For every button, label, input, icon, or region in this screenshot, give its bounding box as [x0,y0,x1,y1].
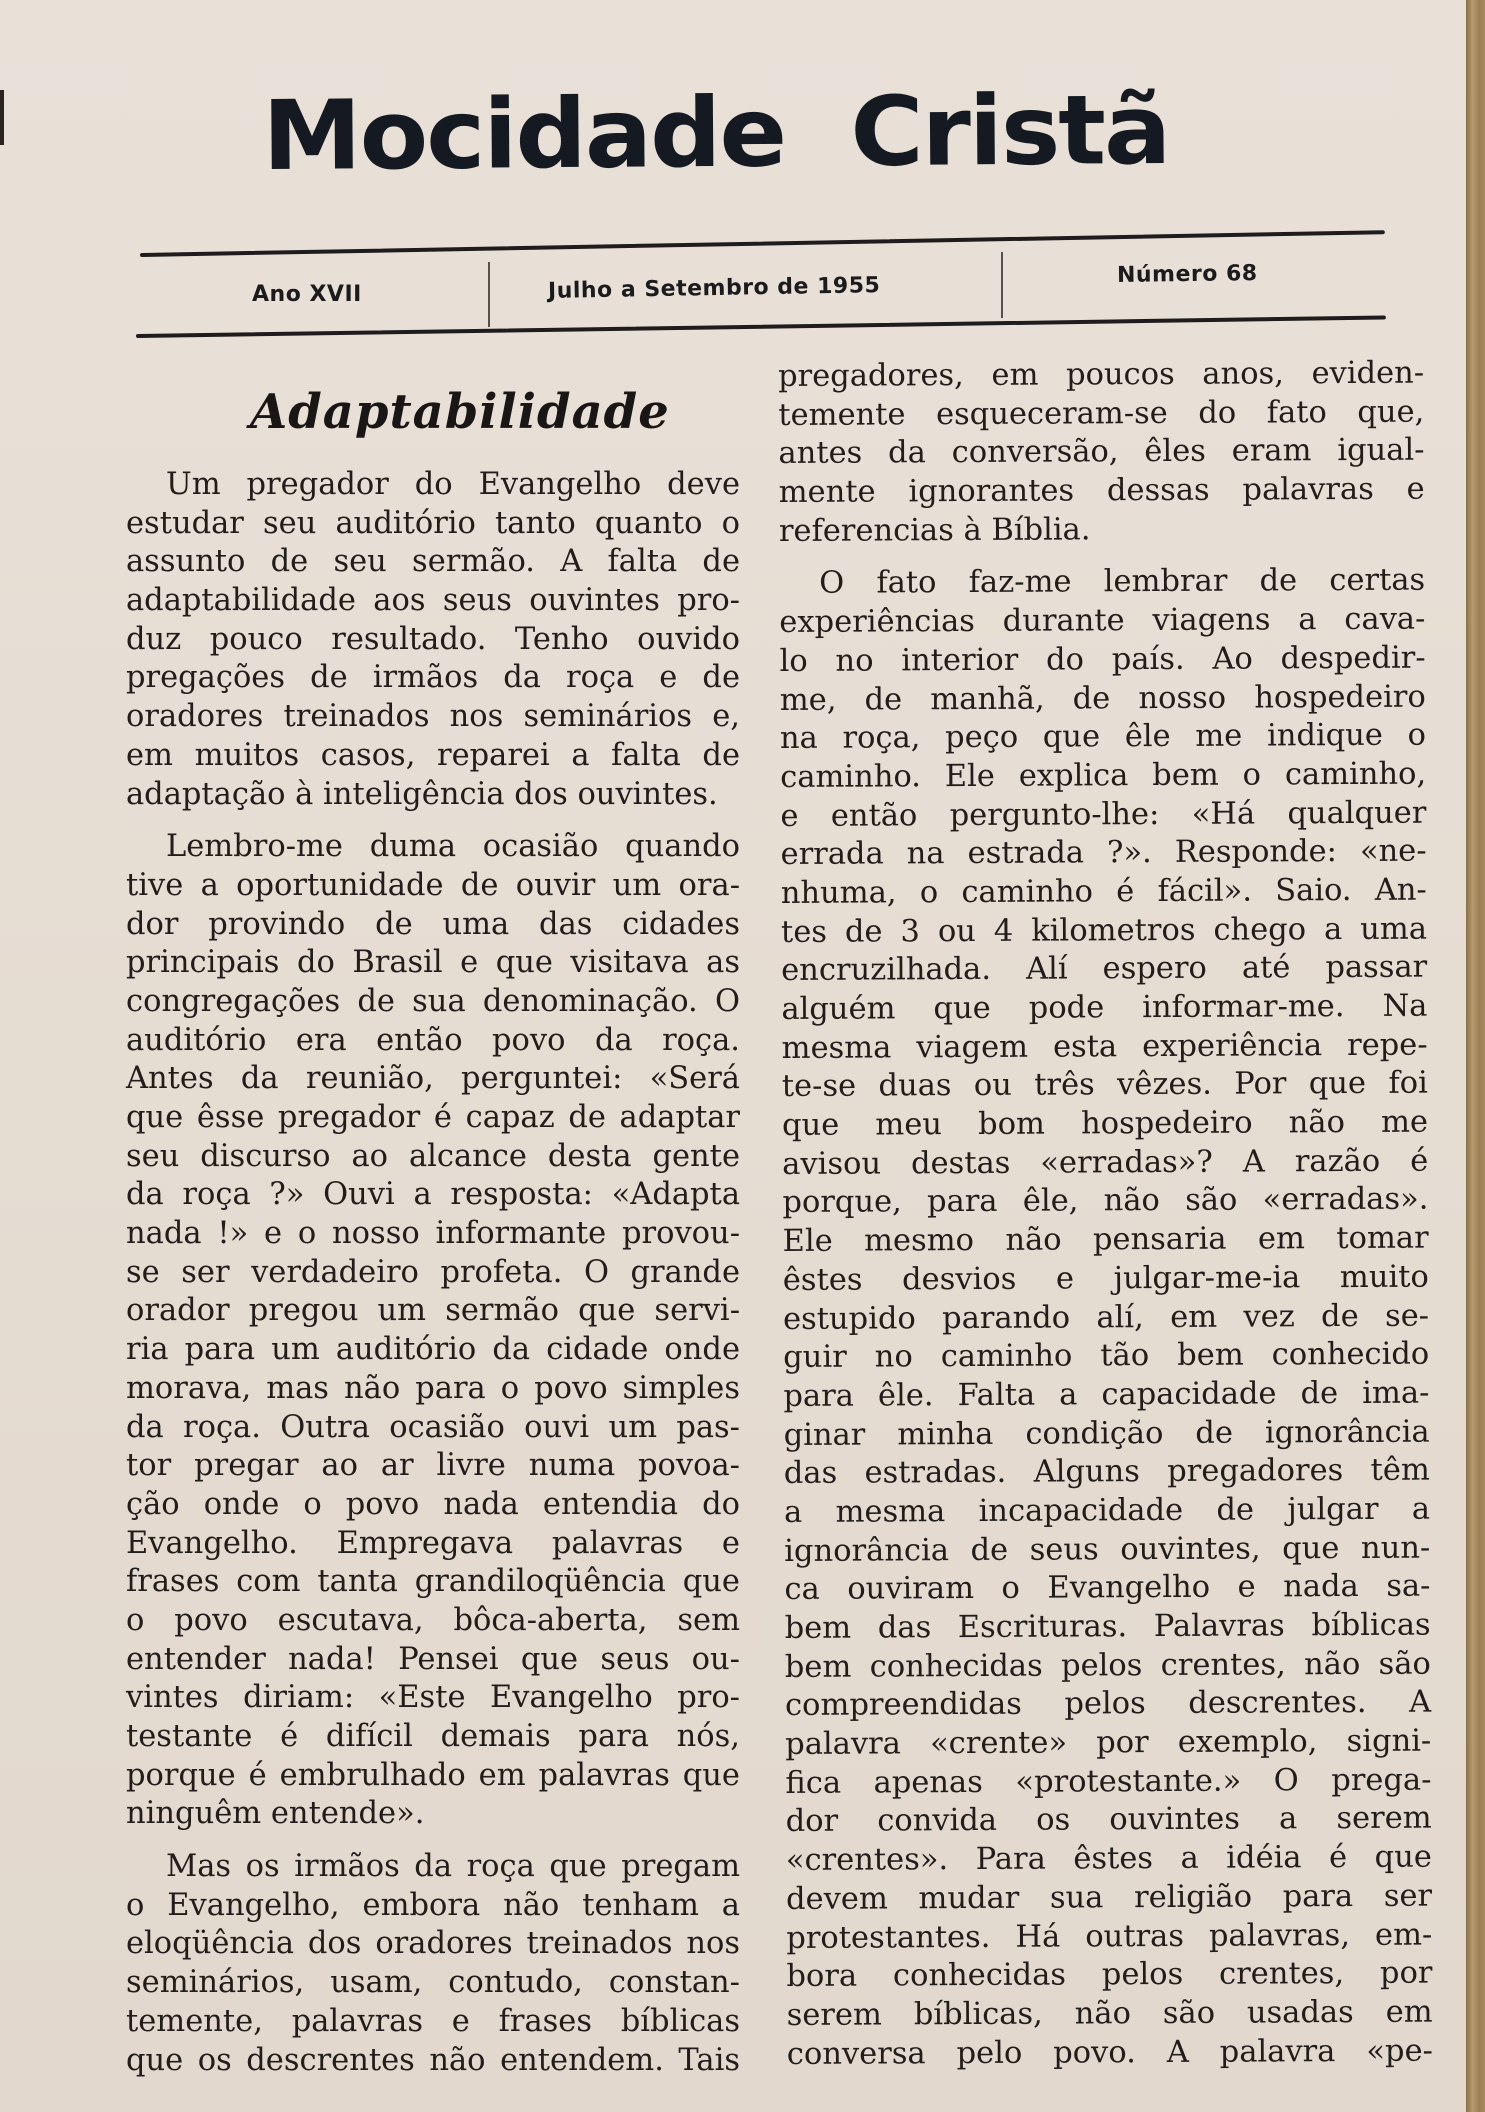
text-line: Um pregador do Evangelho deve [166,467,740,502]
text-line: bem das Escrituras. Palavras bíblicas [784,1607,1431,1646]
text-line: referencias à Bíblia. [778,512,1091,549]
text-line: adaptação à inteligência dos ouvintes. [126,776,718,812]
masthead-divider [1001,252,1003,318]
text-line: ignorância de seus ouvintes, que nun- [784,1530,1431,1569]
text-line: da roça. Outra ocasião ouvi um pas- [126,1409,740,1445]
text-line: pregadores, em poucos anos, eviden- [778,355,1425,394]
text-line: me, de manhã, de nosso hospedeiro [779,679,1426,718]
text-line: te-se duas ou três vêzes. Por que foi [781,1065,1428,1105]
text-line: eloqüência dos oradores treinados nos [126,1926,740,1962]
text-line: seu discurso ao alcance desta gente [126,1138,740,1174]
page-edge [1466,0,1485,2112]
text-line: da roça ?» Ouvi a resposta: «Adapta [126,1177,740,1213]
text-line: dor convida os ouvintes a serem [785,1801,1432,1840]
article-title: Adaptabilidade [250,384,670,440]
masthead-divider [488,262,490,327]
text-line: estupido parando alí, em vez de se- [782,1298,1430,1337]
text-line: Lembro-me duma ocasião quando [166,829,740,865]
text-line: das estradas. Alguns pregadores têm [783,1452,1430,1492]
text-line: tive a oportunidade de ouvir um ora- [126,867,740,903]
text-line: o povo escutava, bôca-aberta, sem [126,1602,740,1638]
text-line: conversa pelo povo. A palavra «pe- [786,2033,1433,2072]
text-line: caminho. Ele explica bem o caminho, [780,756,1427,795]
binding-mark [0,90,4,145]
text-line: auditório era então povo da roça. [126,1022,740,1058]
text-line: que os descrentes não entendem. Tais [126,2042,740,2078]
text-line: o Evangelho, embora não tenham a [126,1887,740,1923]
text-line: errada na estrada ?». Responde: «ne- [780,833,1427,873]
text-line: nhuma, o caminho é fácil». Saio. An- [780,872,1427,911]
text-line: Antes da reunião, perguntei: «Será [126,1061,740,1097]
text-line: avisou destas «erradas»? A razão é [782,1143,1429,1182]
text-line: seminários, usam, contudo, constan- [126,1965,740,2001]
text-line: congregações de sua denominação. O [126,983,740,1019]
publication-title: Mocidade Cristã [261,73,1170,192]
text-line: em muitos casos, reparei a falta de [126,737,740,773]
text-line: Evangelho. Empregava palavras e [126,1525,740,1561]
text-line: duz pouco resultado. Tenho ouvido [126,621,740,657]
text-line: estudar seu auditório tanto quanto o [126,505,740,541]
text-line: «crentes». Para êstes a idéia é que [785,1839,1432,1879]
text-line: porque, para êle, não são «erradas». [782,1182,1429,1221]
text-line: oradores treinados nos seminários e, [126,699,740,735]
text-line: mesma viagem esta experiência repe- [781,1027,1428,1066]
text-line: encruzilhada. Alí espero até passar [781,949,1428,989]
text-line: O fato faz-me lembrar de certas [819,563,1426,602]
text-line: frases com tanta grandiloqüência que [126,1564,740,1600]
text-line: pregações de irmãos da roça e de [126,660,740,696]
text-line: fica apenas «protestante.» O prega- [785,1762,1432,1801]
text-line: tes de 3 ou 4 kilometros chego a uma [780,911,1428,950]
text-line: êstes desvios e julgar-me-ia muito [782,1259,1429,1298]
text-line: alguém que pode informar-me. Na [781,988,1428,1027]
text-line: palavra «crente» por exemplo, signi- [785,1723,1432,1763]
text-line: bora conhecidas pelos crentes, por [786,1955,1433,1995]
text-line: que êsse pregador é capaz de adaptar [126,1100,740,1135]
issue-number: Número 68 [1116,261,1258,288]
text-line: porque é embrulhado em palavras que [126,1757,740,1793]
text-line: bem conhecidas pelos crentes, não são [784,1646,1431,1685]
text-line: tor pregar ao ar livre numa povoa- [126,1448,740,1484]
text-line: serem bíblicas, não são usadas em [786,1994,1433,2033]
text-line: devem mudar sua religião para ser [785,1878,1433,1917]
text-line: antes da conversão, êles eram igual- [778,432,1425,472]
text-line: para êle. Falta a capacidade de ima- [783,1375,1430,1414]
volume-year: Ano XVII [252,282,362,307]
text-line: temente, palavras e frases bíblicas [126,2003,740,2039]
text-line: dor provindo de uma das cidades [126,906,740,942]
text-line: experiências durante viagens a cava- [779,601,1426,641]
text-line: adaptabilidade aos seus ouvintes pro- [126,583,740,619]
text-line: morava, mas não para o povo simples [126,1370,740,1406]
text-line: temente esqueceram-se do fato que, [778,394,1425,433]
text-line: Ele mesmo não pensaria em tomar [782,1220,1429,1260]
paragraph-break [126,814,740,828]
article-column-right [778,355,1433,2075]
text-line: entender nada! Pensei que seus ou- [126,1641,740,1677]
text-line: a mesma incapacidade de julgar a [783,1491,1431,1530]
text-line: principais do Brasil e que visitava as [126,945,740,981]
text-line: guir no caminho tão bem conhecido [783,1336,1430,1376]
text-line: se ser verdadeiro profeta. O grande [126,1254,740,1290]
text-line: assunto de seu sermão. A falta de [126,544,740,580]
issue-date: Julho a Setembro de 1955 [547,273,881,304]
text-line: protestantes. Há outras palavras, em- [786,1917,1433,1956]
text-line: ninguêm entende». [126,1796,425,1832]
text-line: ca ouviram o Evangelho e nada sa- [784,1568,1431,1608]
text-line: testante é difícil demais para nós, [126,1719,740,1754]
text-line: ria para um auditório da cidade onde [126,1332,740,1368]
text-line: e então pergunto-lhe: «Há qualquer [780,795,1427,834]
text-line: lo no interior do país. Ao despedir- [779,640,1426,679]
paragraph-break [126,1834,740,1848]
text-line: na roça, peço que êle me indique o [779,717,1427,757]
text-line: orador pregou um sermão que servi- [126,1293,740,1329]
text-line: compreendidas pelos descrentes. A [784,1684,1432,1724]
text-line: mente ignorantes dessas palavras e [778,471,1425,511]
text-line: nada !» e o nosso informante provou- [126,1216,740,1252]
text-line: ginar minha condição de ignorância [783,1414,1430,1453]
article-column-left [126,466,740,2080]
text-line: que meu bom hospedeiro não me [781,1104,1429,1144]
text-line: ção onde o povo nada entendia do [126,1486,740,1522]
text-line: vintes diriam: «Este Evangelho pro- [126,1680,740,1716]
text-line: Mas os irmãos da roça que pregam [166,1849,740,1885]
